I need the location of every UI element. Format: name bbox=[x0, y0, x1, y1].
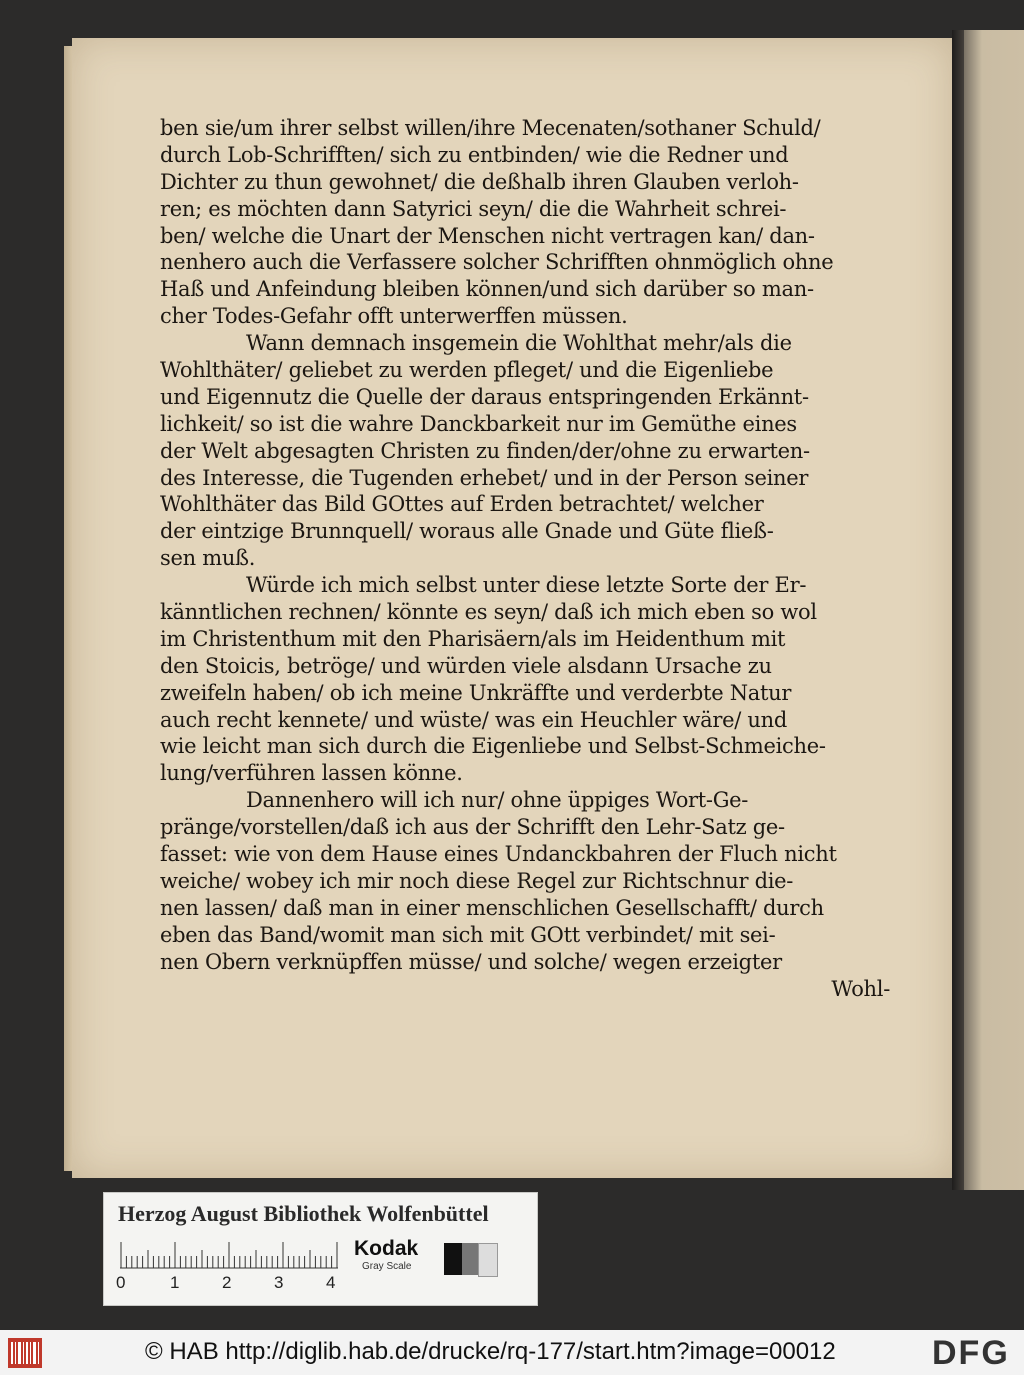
text-line: nen lassen/ daß man in einer menschlichen Gesellschafft/ durch bbox=[160, 895, 824, 920]
library-name: Herzog August Bibliothek Wolfenbüttel bbox=[118, 1201, 489, 1226]
swatch-black bbox=[444, 1243, 462, 1275]
library-color-card bbox=[103, 1192, 538, 1306]
footer-bar bbox=[0, 1330, 1024, 1375]
text-line: weiche/ wobey ich mir noch diese Regel zur Richtschnur die- bbox=[160, 868, 794, 893]
dfg-logo: DFG bbox=[932, 1334, 1010, 1372]
text-line: Wohl- bbox=[831, 976, 890, 1001]
text-line: känntlichen rechnen/ könnte es seyn/ daß ich mich eben so wol bbox=[160, 600, 817, 625]
ruler-number: 3 bbox=[274, 1273, 284, 1292]
text-line: Wohlthäter/ geliebet zu werden pfleget/ und die Eigenliebe bbox=[160, 358, 774, 383]
text-line: nenhero auch die Verfassere solcher Schrifften ohnmöglich ohne bbox=[160, 250, 834, 275]
text-line: der eintzige Brunnquell/ woraus alle Gnade und Güte fließ- bbox=[160, 519, 774, 544]
text-line: wie leicht man sich durch die Eigenliebe und Selbst-Schmeiche- bbox=[160, 734, 826, 759]
text-line: fasset: wie von dem Hause eines Undanckbahren der Fluch nicht bbox=[160, 842, 837, 867]
text-line: Dichter zu thun gewohnet/ die deßhalb ihren Glauben verloh- bbox=[160, 169, 799, 194]
text-line: lung/verführen lassen könne. bbox=[160, 761, 463, 786]
gray-scale-swatches bbox=[444, 1243, 504, 1275]
text-line: den Stoicis, betröge/ und würden viele alsdann Ursache zu bbox=[160, 653, 772, 678]
ruler-number: 1 bbox=[170, 1273, 180, 1292]
text-line: nen Obern verknüpffen müsse/ und solche/ wegen erzeigter bbox=[160, 949, 782, 974]
text-line: eben das Band/womit man sich mit GOtt verbindet/ mit sei- bbox=[160, 922, 776, 947]
text-line: der Welt abgesagten Christen zu finden/der/ohne zu erwarten- bbox=[160, 438, 810, 463]
text-line: im Christenthum mit den Pharisäern/als im Heidenthum mit bbox=[160, 626, 786, 651]
text-line: Haß und Anfeindung bleiben können/und sich darüber so man- bbox=[160, 277, 814, 302]
text-line: ben/ welche die Unart der Menschen nicht vertragen kan/ dan- bbox=[160, 223, 815, 248]
text-line: pränge/vorstellen/daß ich aus der Schrifft den Lehr-Satz ge- bbox=[160, 815, 785, 840]
ruler-icon bbox=[120, 1239, 338, 1269]
text-line: ben sie/um ihrer selbst willen/ihre Mecenaten/sothaner Schuld/ bbox=[160, 116, 821, 140]
copyright-url: © HAB http://diglib.hab.de/drucke/rq-177/start.htm?image=00012 bbox=[145, 1338, 836, 1365]
text-line: Würde ich mich selbst unter diese letzte Sorte der Er- bbox=[246, 573, 807, 598]
text-line: des Interesse, die Tugenden erhebet/ und in der Person seiner bbox=[160, 465, 809, 490]
ruler-number: 2 bbox=[222, 1273, 232, 1292]
text-line: ren; es möchten dann Satyrici seyn/ die die Wahrheit schrei- bbox=[160, 196, 787, 221]
swatch-light bbox=[478, 1243, 498, 1277]
text-line: und Eigennutz die Quelle der daraus entspringenden Erkännt- bbox=[160, 384, 809, 409]
ruler-number: 0 bbox=[116, 1273, 126, 1292]
text-line: Dannenhero will ich nur/ ohne üppiges Wort-Ge- bbox=[246, 788, 749, 813]
adjacent-page-edge bbox=[964, 30, 1024, 1190]
text-line: Wann demnach insgemein die Wohlthat mehr/als die bbox=[246, 331, 792, 356]
ruler-number: 4 bbox=[326, 1273, 336, 1292]
kodak-sublabel: Gray Scale bbox=[362, 1261, 412, 1272]
text-line: durch Lob-Schrifften/ sich zu entbinden/ wie die Redner und bbox=[160, 142, 789, 167]
text-line: cher Todes-Gefahr offt unterwerffen müssen. bbox=[160, 304, 628, 329]
page-text bbox=[160, 115, 890, 1002]
text-line: Wohlthäter das Bild GOttes auf Erden betrachtet/ welcher bbox=[160, 492, 764, 517]
text-line: sen muß. bbox=[160, 546, 256, 571]
text-line: zweifeln haben/ ob ich meine Unkräffte und verderbte Natur bbox=[160, 680, 792, 705]
text-line: auch recht kennete/ und wüste/ was ein Heuchler wäre/ und bbox=[160, 707, 787, 732]
kodak-label: Kodak bbox=[354, 1237, 419, 1260]
text-line: lichkeit/ so ist die wahre Danckbarkeit nur im Gemüthe eines bbox=[160, 411, 797, 436]
barcode-icon bbox=[8, 1338, 42, 1368]
swatch-gray bbox=[462, 1243, 478, 1275]
